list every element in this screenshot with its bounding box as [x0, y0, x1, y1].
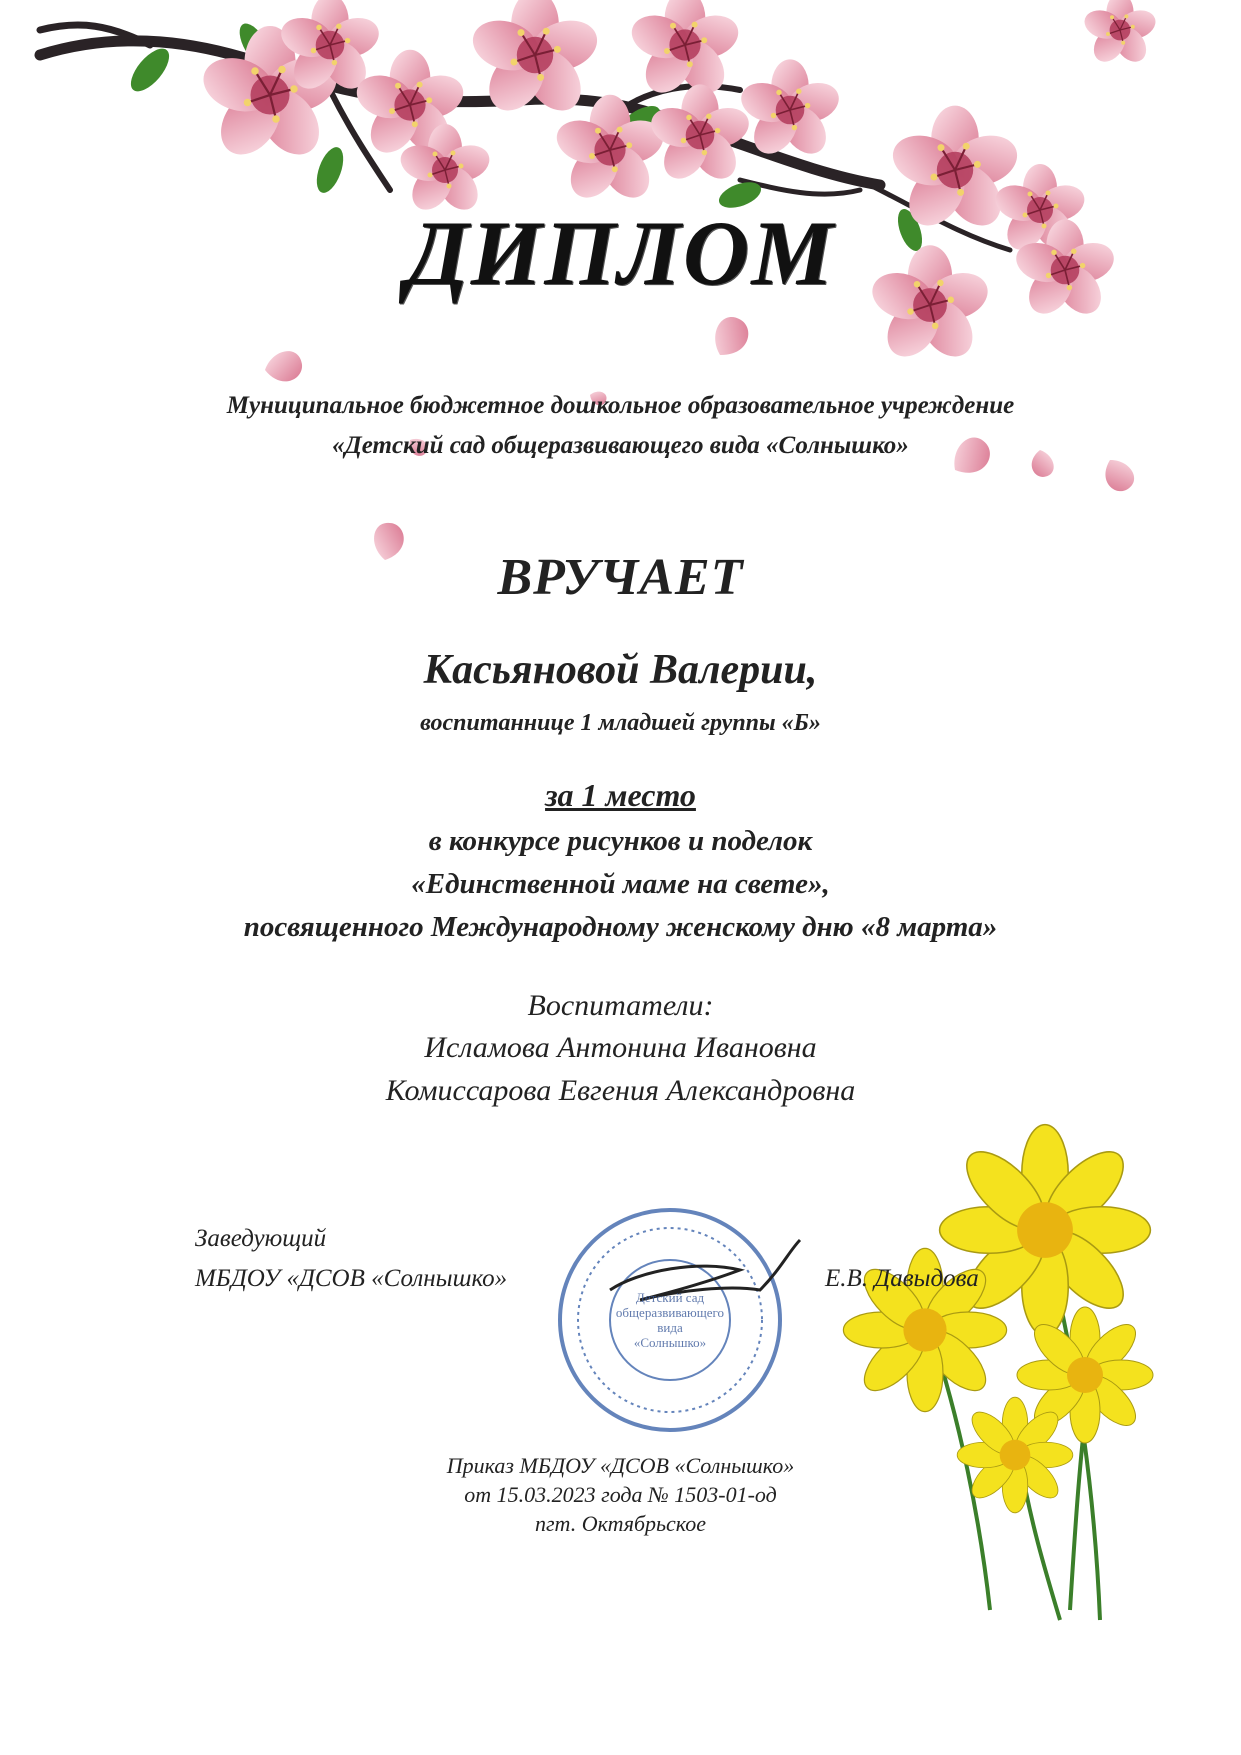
- contest-line-1: в конкурсе рисунков и поделок: [428, 825, 813, 857]
- educators-label: Воспитатели:: [527, 989, 714, 1022]
- stamp-line: общеразвивающего: [615, 1305, 725, 1320]
- contest-line-3: посвященного Международному женскому дню «8 марта»: [243, 911, 998, 943]
- recipient-group: воспитаннице 1 младшей группы «Б»: [420, 710, 821, 736]
- award-place-text: за 1 место: [545, 777, 696, 813]
- educator-name-2: Комиссарова Евгения Александровна: [385, 1074, 856, 1107]
- head-title-line-2: МБДОУ «ДСОВ «Солнышко»: [195, 1265, 508, 1292]
- stamp-inner-text: [610, 1290, 730, 1350]
- head-title-line-1: Заведующий: [195, 1225, 327, 1252]
- recipient-name: Касьяновой Валерии,: [423, 647, 818, 693]
- organization-line-2: «Детский сад общеразвивающего вида «Солнышко»: [332, 432, 909, 459]
- order-line-3: пгт. Октябрьское: [534, 1511, 707, 1536]
- head-name: Е.В. Давыдова: [825, 1265, 979, 1292]
- award-place: [0, 777, 1241, 814]
- organization-line-1: Муниципальное бюджетное дошкольное образовательное учреждение: [226, 392, 1015, 419]
- presents-heading: ВРУЧАЕТ: [497, 549, 744, 606]
- contest-line-2: «Единственной маме на свете»,: [411, 868, 830, 900]
- stamp-line: «Солнышко»: [633, 1335, 707, 1350]
- stamp-line: вида: [657, 1320, 683, 1335]
- order-line-2: от 15.03.2023 года № 1503-01-од: [464, 1482, 777, 1507]
- cherry-blossoms: [196, 0, 1159, 366]
- diploma-title: ДИПЛОМ: [405, 202, 836, 304]
- educator-name-1: Исламова Антонина Ивановна: [424, 1031, 817, 1064]
- stamp-line: Детский сад: [635, 1290, 705, 1305]
- order-line-1: Приказ МБДОУ «ДСОВ «Солнышко»: [446, 1453, 795, 1478]
